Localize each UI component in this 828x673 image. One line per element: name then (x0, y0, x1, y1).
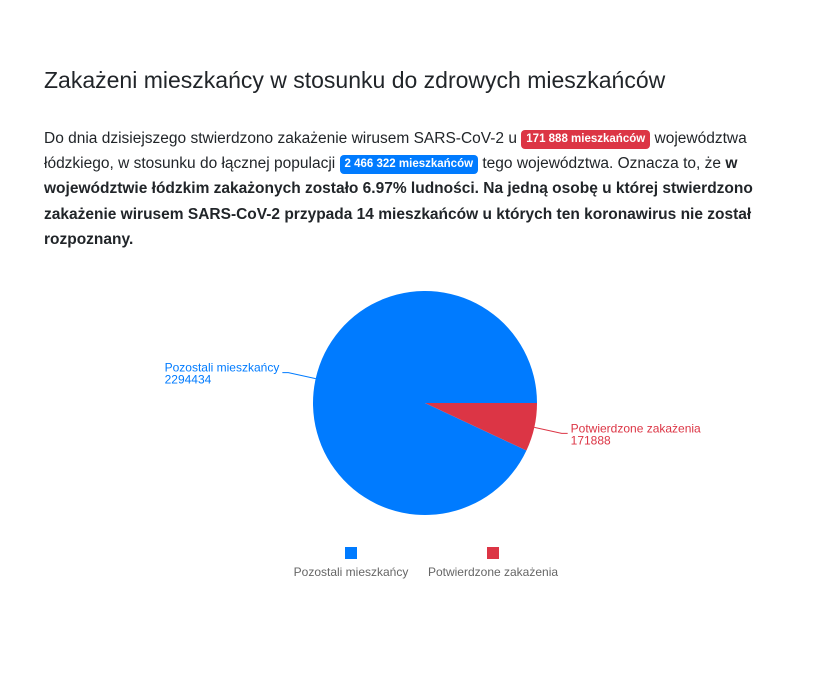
legend-swatch-potwierdzone-zakazenia (487, 547, 499, 559)
summary-text-2: województwa łódzkiego, w stosunku do łącznej populacji (44, 130, 747, 173)
infected-count-badge: 171 888 mieszkańców (521, 130, 650, 149)
callout-label-pozostali-mieszkancy: Pozostali mieszkańcy (164, 360, 280, 375)
summary-text-1: Do dnia dzisiejszego stwierdzono zakażenie wirusem SARS-CoV-2 u (44, 130, 522, 147)
population-count-badge: 2 466 322 mieszkańców (340, 155, 479, 174)
callout-value-pozostali-mieszkancy: 2294434 (164, 372, 212, 387)
legend-label-pozostali-mieszkancy: Pozostali mieszkańcy (293, 565, 409, 579)
callout-line-pozostali-mieszkancy (282, 373, 315, 379)
summary-conclusion: w województwie łódzkim zakażonych zostało 6.97% ludności. Na jedną osobę u której stwierdzono zakażenie wirusem SARS-CoV-2 przypada 14 mieszkańców u których ten koronawirus nie został rozpoznany. (44, 155, 753, 248)
callout-label-potwierdzone-zakazenia: Potwierdzone zakażenia (570, 421, 701, 436)
summary-text-3: tego województwa. Oznacza to, że (478, 155, 726, 173)
callout-value-potwierdzone-zakazenia: 171888 (570, 433, 611, 448)
page-title: Zakażeni mieszkańcy w stosunku do zdrowych mieszkańców (44, 67, 666, 93)
legend-swatch-pozostali-mieszkancy (345, 547, 357, 559)
callout-line-potwierdzone-zakazenia (534, 427, 567, 433)
legend-label-potwierdzone-zakazenia: Potwierdzone zakażenia (427, 565, 559, 579)
